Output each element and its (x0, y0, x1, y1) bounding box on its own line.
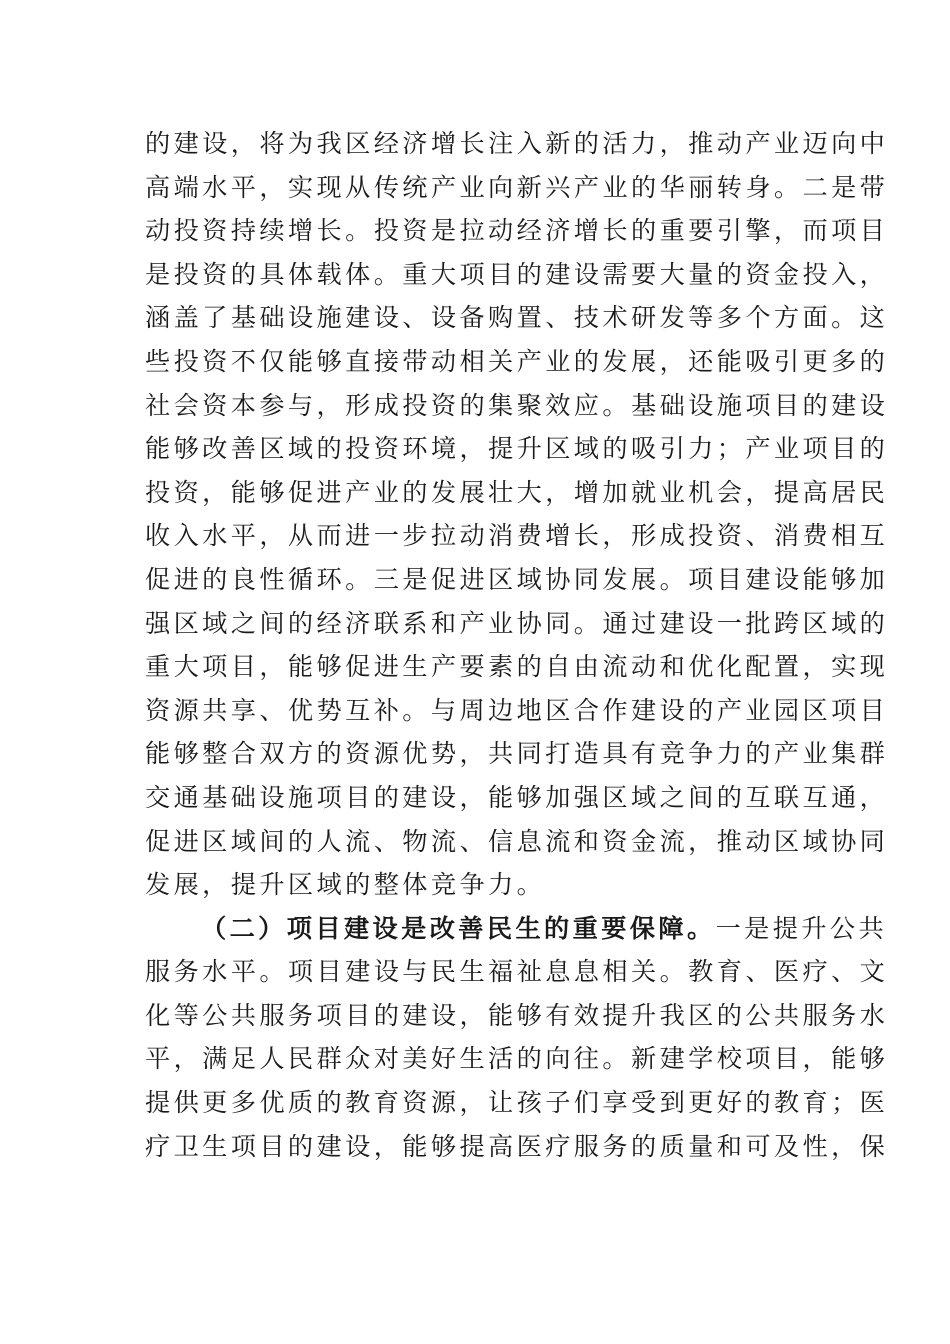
text-line: 涵盖了基础设施建设、设备购置、技术研发等多个方面。这 (145, 303, 889, 333)
text-line: 投资，能够促进产业的发展壮大，增加就业机会，提高居民 (145, 477, 889, 507)
text-line: 社会资本参与，形成投资的集聚效应。基础设施项目的建设 (145, 390, 889, 420)
text-line: 重大项目，能够促进生产要素的自由流动和优化配置，实现 (145, 652, 889, 682)
text-line: 能够改善区域的投资环境，提升区域的吸引力；产业项目的 (145, 434, 889, 464)
text-line: 高端水平，实现从传统产业向新兴产业的华丽转身。二是带 (145, 172, 889, 202)
text-line: 疗卫生项目的建设，能够提高医疗服务的质量和可及性，保 (145, 1131, 889, 1161)
text-line: 收入水平，从而进一步拉动消费增长，形成投资、消费相互 (145, 521, 889, 551)
text-line: 资源共享、优势互补。与周边地区合作建设的产业园区项目 (145, 695, 889, 725)
text-line: 发展，提升区域的整体竞争力。 (145, 870, 546, 900)
text-line: 促进区域间的人流、物流、信息流和资金流，推动区域协同 (145, 826, 889, 856)
text-line: 是投资的具体载体。重大项目的建设需要大量的资金投入， (145, 259, 889, 289)
text-line: 能够整合双方的资源优势，共同打造具有竞争力的产业集群 (145, 739, 889, 769)
text-line: 动投资持续增长。投资是拉动经济增长的重要引擎，而项目 (145, 216, 889, 246)
paragraph-first-line (145, 907, 888, 951)
text-line: 平，满足人民群众对美好生活的向往。新建学校项目，能够 (145, 1044, 889, 1074)
section-heading: （二）项目建设是改善民生的重要保障。 (201, 912, 716, 943)
text-line: 提供更多优质的教育资源，让孩子们享受到更好的教育；医 (145, 1088, 889, 1118)
paragraph-livelihood (145, 907, 889, 1169)
text-fragment: 一是提升公共 (715, 913, 888, 943)
text-line: 的建设，将为我区经济增长注入新的活力，推动产业迈向中 (145, 129, 889, 158)
text-line: 促进的良性循环。三是促进区域协同发展。项目建设能够加 (145, 564, 889, 594)
text-line: 些投资不仅能够直接带动相关产业的发展，还能吸引更多的 (145, 346, 889, 376)
document-body (145, 122, 889, 1168)
text-line: 服务水平。项目建设与民生福祉息息相关。教育、医疗、文 (145, 957, 889, 987)
text-line: 强区域之间的经济联系和产业协同。通过建设一批跨区域的 (145, 608, 889, 638)
text-line: 化等公共服务项目的建设，能够有效提升我区的公共服务水 (145, 1000, 889, 1030)
text-line: 交通基础设施项目的建设，能够加强区域之间的互联互通， (145, 782, 889, 812)
paragraph-economy (145, 122, 889, 907)
